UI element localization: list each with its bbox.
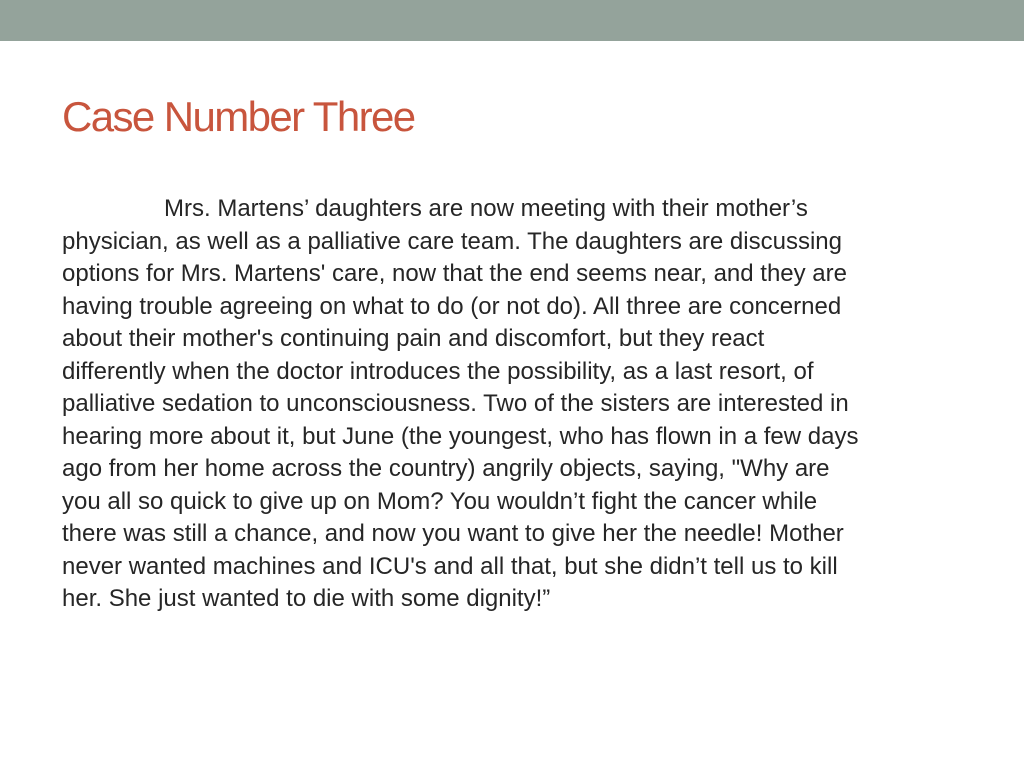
body-line: never wanted machines and ICU's and all that, but she didn’t tell us to kill xyxy=(62,552,838,580)
body-line: hearing more about it, but June (the youngest, who has flown in a few days xyxy=(62,422,859,450)
body-line: having trouble agreeing on what to do (or not do). All three are concerned xyxy=(62,292,842,320)
body-line: options for Mrs. Martens' care, now that the end seems near, and they are xyxy=(62,260,847,287)
body-line: physician, as well as a palliative care team. The daughters are discussing xyxy=(62,227,842,255)
body-line: palliative sedation to unconsciousness. Two of the sisters are interested in xyxy=(62,390,849,417)
body-line: about their mother's continuing pain and discomfort, but they react xyxy=(62,325,765,352)
body-line: ago from her home across the country) angrily objects, saying, "Why are xyxy=(62,455,830,482)
body-line: Mrs. Martens’ daughters are now meeting with their mother’s xyxy=(164,195,808,222)
body-line: differently when the doctor introduces the possibility, as a last resort, of xyxy=(62,357,814,385)
slide-body xyxy=(62,193,968,616)
body-line: you all so quick to give up on Mom? You wouldn’t fight the cancer while xyxy=(62,487,818,515)
body-line: there was still a chance, and now you want to give her the needle! Mother xyxy=(62,520,844,547)
header-bar xyxy=(0,0,1024,41)
slide-title: Case Number Three xyxy=(62,93,415,140)
body-line: her. She just wanted to die with some dignity!” xyxy=(62,585,551,612)
